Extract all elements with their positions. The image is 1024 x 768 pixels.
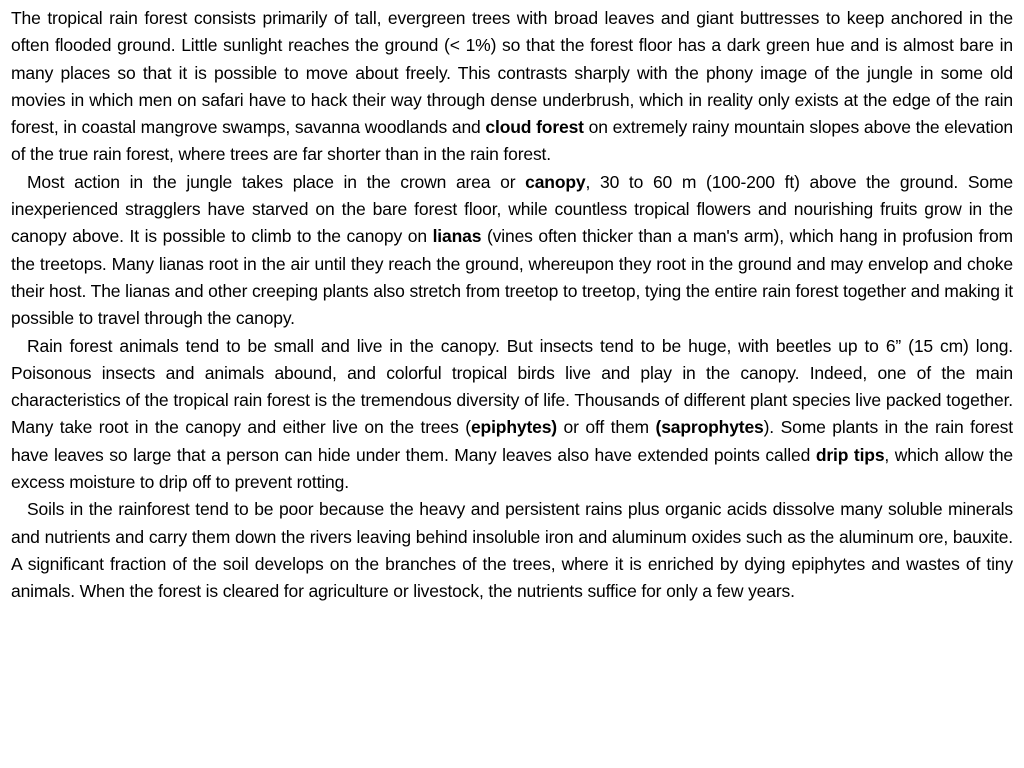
paragraph-text: (vines often thicker than a man's arm), which hang in profusion from the treetops. Many lianas root in the air until they reach the ground, whereupon they root in the ground and may envelop and choke their host. The lianas and other creeping plants also stretch from treetop to treetop, tying the entire rain forest together and making it possible to travel through the canopy. (11, 226, 1013, 329)
term-lianas: lianas (432, 226, 482, 247)
term-drip-tips: drip tips (815, 444, 885, 465)
paragraph-text: Soils in the rainforest tend to be poor because the heavy and persistent rains plus organic acids dissolve many soluble minerals and nutrients and carry them down the rivers leaving behind insoluble iron and aluminum oxides such as the aluminum ore, bauxite. A significant fraction of the soil develops on the branches of the trees, where it is enriched by dying epiphytes and wastes of tiny animals. When the forest is cleared for agriculture or livestock, the nutrients suffice for only a few years. (11, 499, 1013, 602)
document-body (11, 5, 1013, 606)
term-saprophytes: (saprophytes (655, 417, 764, 438)
paragraph-text: , which allow the excess moisture to drip off to prevent rotting. (11, 444, 1013, 493)
paragraph-animals (11, 333, 1013, 497)
term-cloud-forest: cloud forest (485, 117, 584, 138)
paragraph-text: Rain forest animals tend to be small and live in the canopy. But insects tend to be huge, with beetles up to 6” (15 cm) long. Poisonous insects and animals abound, and colorful tropical birds live and play in the canopy. Indeed, one of the main characteristics of the tropical rain forest is the tremendous diversity of life. Thousands of different plant species live packed together. Many take root in the canopy and either live on the trees ( (11, 335, 1013, 438)
paragraph-canopy (11, 169, 1013, 333)
paragraph-soils (11, 496, 1013, 605)
paragraph-text: , 30 to 60 m (100-200 ft) above the ground. Some inexperienced stragglers have starved on the bare forest floor, while countless tropical flowers and nourishing fruits grow in the canopy above. It is possible to climb to the canopy on (11, 171, 1013, 247)
paragraph-text: Most action in the jungle takes place in the crown area or (27, 171, 526, 192)
paragraph-text: or off them (556, 417, 656, 438)
term-epiphytes: epiphytes) (470, 417, 557, 438)
term-canopy: canopy (525, 171, 586, 192)
paragraph-text: on extremely rainy mountain slopes above the elevation of the true rain forest, where trees are far shorter than in the rain forest. (11, 117, 1013, 165)
paragraph-text: ). Some plants in the rain forest have leaves so large that a person can hide under them. Many leaves also have extended points called (11, 417, 1013, 465)
paragraph-intro (11, 5, 1013, 169)
paragraph-text: The tropical rain forest consists primarily of tall, evergreen trees with broad leaves and giant buttresses to keep anchored in the often flooded ground. Little sunlight reaches the ground (< 1%) so that the forest floor has a dark green hue and is almost bare in many places so that it is possible to move about freely. This contrasts sharply with the phony image of the jungle in some old movies in which men on safari have to hack their way through dense underbrush, which in reality only exists at the edge of the rain forest, in coastal mangrove swamps, savanna woodlands and (11, 8, 1013, 138)
